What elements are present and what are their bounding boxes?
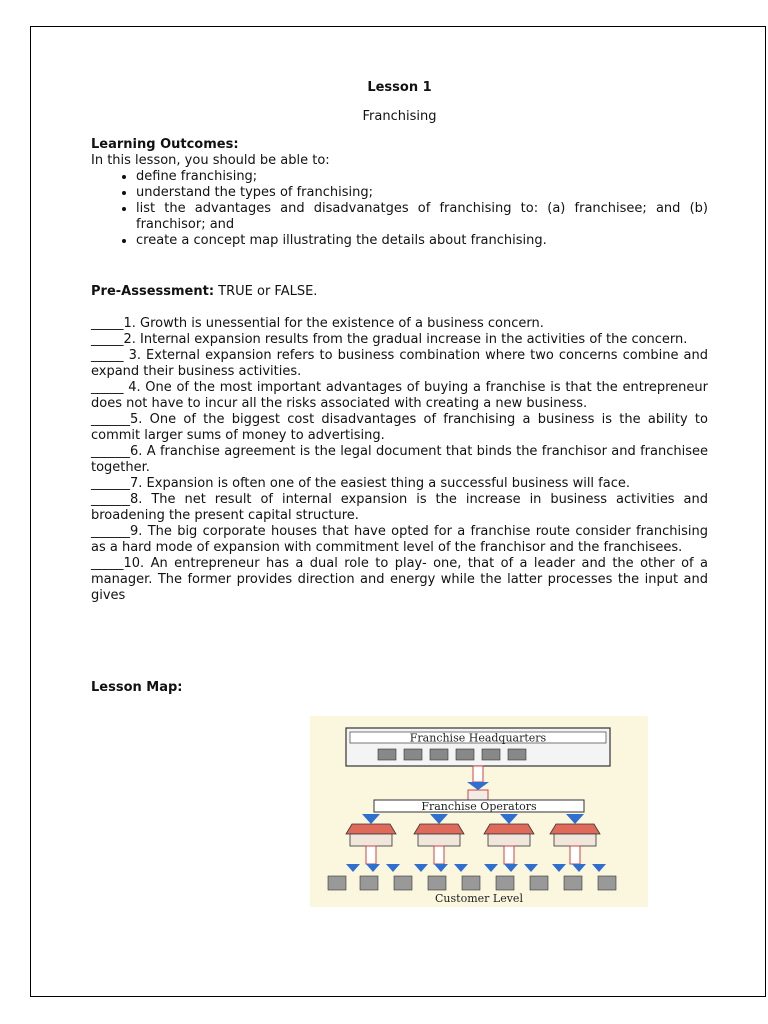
operators-label: Franchise Operators xyxy=(421,800,537,813)
pre-assessment-item: _____ 3. External expansion refers to business combination where two concerns combine and expand their business activities. xyxy=(91,348,708,379)
document-page xyxy=(30,26,766,997)
operator-building-icon xyxy=(414,814,464,864)
learning-outcome-item: • create a concept map illustrating the details about franchising. xyxy=(136,233,708,249)
hq-connector xyxy=(473,766,483,782)
pre-assessment-header xyxy=(91,284,708,300)
customer-level-label: Customer Level xyxy=(435,892,523,905)
customer-group-icons xyxy=(328,876,616,890)
operator-building-icon xyxy=(346,814,396,864)
franchise-structure-diagram xyxy=(310,716,648,907)
pre-assessment-item: ______8. The net result of internal expansion is the increase in business activities and broadening the present capital structure. xyxy=(91,492,708,523)
hq-arrow-icon xyxy=(467,782,489,790)
customer-arrows xyxy=(346,864,606,872)
headquarters-label: Franchise Headquarters xyxy=(409,731,547,745)
pre-assessment-item: _____ 4. One of the most important advantages of buying a franchise is that the entrepreneur does not have to incur all the risks associated with creating a new business. xyxy=(91,380,708,411)
lesson-subtitle: Franchising xyxy=(362,109,437,124)
learning-outcome-item: • understand the types of franchising; xyxy=(136,185,708,201)
pre-assessment-instruction: TRUE or FALSE. xyxy=(218,284,318,299)
learning-outcomes-list xyxy=(91,169,708,249)
lesson-title: Lesson 1 xyxy=(367,80,432,95)
lesson-map-diagram xyxy=(310,716,648,907)
lesson-map-heading: Lesson Map: xyxy=(91,680,183,695)
pre-assessment-item: _____10. An entrepreneur has a dual role to play- one, that of a leader and the other of a manager. The former provides direction and energy while the latter processes the input and gives xyxy=(91,556,708,603)
pre-assessment-item: ______5. One of the biggest cost disadvantages of franchising a business is the ability to commit larger sums of money to advertising. xyxy=(91,412,708,443)
learning-outcomes-section xyxy=(91,137,708,249)
pre-assessment-item: _____2. Internal expansion results from the gradual increase in the activities of the concern. xyxy=(91,332,688,347)
operator-building-icon xyxy=(484,814,534,864)
pre-assessment-item: ______7. Expansion is often one of the easiest thing a successful business will face. xyxy=(91,476,630,491)
pre-assessment-item: ______6. A franchise agreement is the legal document that binds the franchisor and franchisee together. xyxy=(91,444,708,475)
learning-outcomes-intro: In this lesson, you should be able to: xyxy=(91,153,330,168)
operator-building-icon xyxy=(550,814,600,864)
pre-assessment-item: ______9. The big corporate houses that have opted for a franchise route consider franchising as a hard mode of expansion with commitment level of the franchisor and the franchisees. xyxy=(91,524,708,555)
learning-outcome-item: • define franchising; xyxy=(136,169,708,185)
pre-assessment-items xyxy=(91,316,708,604)
operator-buildings xyxy=(346,814,600,864)
pre-assessment-heading: Pre-Assessment: xyxy=(91,284,215,299)
learning-outcome-item: • list the advantages and disadvanatges of franchising to: (a) franchisee; and (b) franchisor; and xyxy=(136,201,708,233)
learning-outcomes-heading: Learning Outcomes: xyxy=(91,137,239,152)
pre-assessment-item: _____1. Growth is unessential for the existence of a business concern. xyxy=(91,316,544,331)
